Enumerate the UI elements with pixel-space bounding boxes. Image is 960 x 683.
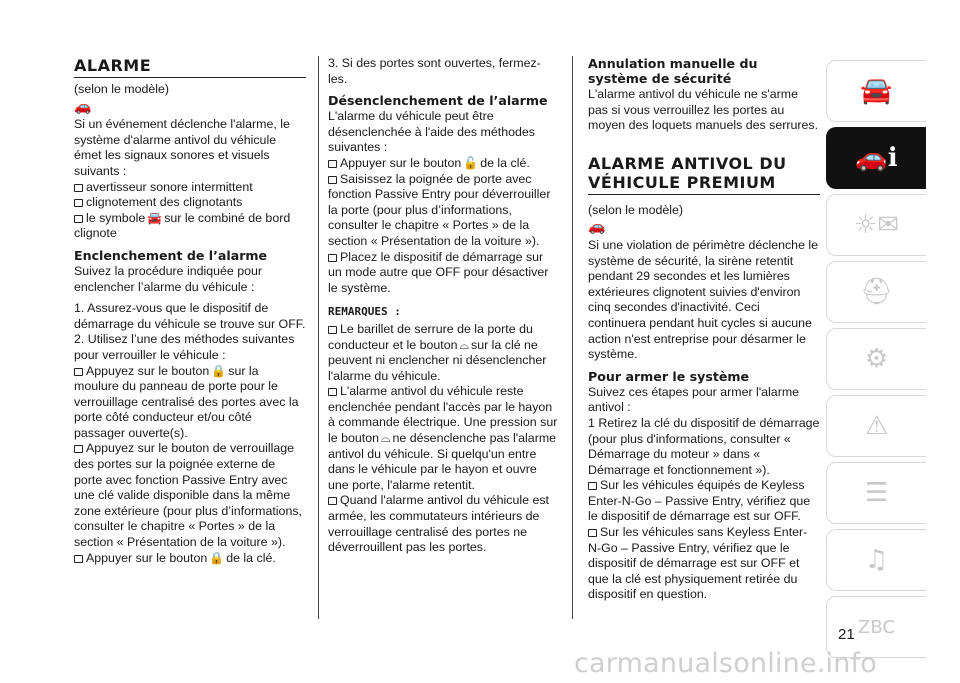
note-item: L'alarme antivol du véhicule reste enclenchée pendant l'accès par le hayon à commande électrique. Une pression sur le bouton ⌓ ne désenclenche pas l'alarme antivol du véhicule. Si quelqu'un entre dans le véhicule par le hayon et ouvre une porte, l'alarme retentit. — [328, 384, 558, 492]
bullet-icon — [74, 555, 83, 563]
bullet-item: Placez le dispositif de démarrage sur un mode autre que OFF pour désactiver le système. — [328, 249, 549, 295]
column-1 — [74, 56, 306, 566]
warning-road-icon[interactable]: ⚠ — [826, 395, 926, 457]
bullet-item: Sur les véhicules équipés de Keyless Enter-N-Go – Passive Entry, vérifiez que le dispositif de démarrage est sur OFF. — [588, 478, 811, 524]
bullet-item: avertisseur sonore intermittent — [74, 180, 306, 196]
paragraph: Suivez ces étapes pour armer l'alarme antivol : — [588, 384, 800, 415]
note-item: Le barillet de serrure de la porte du conducteur et le bouton ⌓ sur la clé ne peuvent ni enclencher ni désenclencher l'alarme du véhicule. — [328, 321, 547, 383]
availability-note: (selon le modèle) — [74, 82, 170, 96]
airbag-person-icon[interactable]: ⛑ — [826, 261, 926, 323]
bullet-icon — [328, 497, 337, 505]
bullet-icon — [74, 199, 83, 207]
section-title-alarme: ALARME — [74, 56, 306, 78]
heading-arm-system: Pour armer le système — [588, 368, 750, 384]
bullet-icon — [74, 215, 83, 223]
bullet-icon — [328, 176, 337, 184]
column-divider — [572, 56, 573, 619]
bullet-item: le symbole 🚘 sur le combiné de bord clignote — [74, 210, 291, 241]
bullet-item: Appuyer sur le bouton 🔒 de la clé. — [74, 551, 306, 567]
steering-key-icon[interactable]: ⚙ — [826, 328, 926, 390]
bullet-icon — [588, 482, 597, 490]
chapter-tabs — [826, 60, 926, 663]
tailgate-icon: ⌓ — [459, 337, 470, 352]
car-dashboard-icon[interactable]: 🚘 — [826, 60, 926, 122]
paragraph: Si une violation de périmètre déclenche le système de sécurité, la sirène retentit pendant 29 secondes et les lumières extérieures clignotent suivies d'environ cinq secondes d'inactivité. Ceci continuera pendant huit cycles si aucune action n'est entreprise pour désarmer le système. — [588, 237, 819, 362]
bullet-item: clignotement des clignotants — [74, 195, 306, 211]
car-alarm-symbol-icon: 🚗 — [588, 219, 605, 236]
phone-music-icon[interactable]: ♫ — [826, 529, 926, 591]
bullet-item: Saisissez la poignée de porte avec fonction Passive Entry pour déverrouiller la porte (pour plus d’informations, consulter le chapitre « Portes » de la section « Présentation de la voiture »). — [328, 171, 551, 248]
availability-note: (selon le modèle) — [588, 202, 684, 217]
paragraph: L'alarme du véhicule peut être désenclenchée à l'aide des méthodes suivantes : — [328, 109, 535, 155]
step-1: 1. Assurez-vous que le dispositif de démarrage du véhicule se trouve sur OFF. — [74, 301, 306, 331]
bullet-icon — [328, 254, 337, 262]
tailgate-icon: ⌓ — [380, 431, 391, 446]
security-car-icon: 🚘 — [147, 210, 163, 225]
column-3 — [588, 56, 820, 603]
watermark: carmanualsonline.info — [574, 648, 877, 679]
bullet-item: Appuyez sur le bouton de verrouillage des portes sur la poignée externe de porte avec fonction Passive Entry avec une clé valide disponible dans la même zone extérieure (pour plus d’informations, consulter le chapitre « Portes » de la section « Présentation de la voiture »). — [74, 441, 302, 550]
bullet-icon — [588, 529, 597, 537]
bullet-icon — [328, 326, 337, 334]
column-divider — [318, 56, 319, 619]
bullet-item: Appuyer sur le bouton 🔓 de la clé. — [328, 156, 560, 172]
bullet-icon — [328, 388, 337, 396]
paragraph: Suivez la procédure indiquée pour enclencher l’alarme du véhicule : — [74, 263, 263, 294]
bullet-icon — [328, 160, 337, 168]
lock-icon: 🔒 — [211, 363, 227, 378]
section-title-premium: ALARME ANTIVOL DU VÉHICULE PREMIUM — [588, 154, 820, 195]
bullet-item: Appuyez sur le bouton 🔒 sur la moulure du panneau de porte pour le verrouillage centralisé des portes avec la porte côté conducteur et/ou côté passager ouverte(s). — [74, 363, 299, 440]
step-1: 1 Retirez la clé du dispositif de démarrage (pour plus d'informations, consulter « Démarrage du moteur » dans « Démarrage et fonctionnement »). — [588, 415, 820, 477]
paragraph: Si un événement déclenche l'alarme, le système d'alarme antivol du véhicule émet les signaux sonores et visuels suivants : — [74, 117, 290, 178]
bullet-icon — [74, 184, 83, 192]
heading-disarm: Désenclenchement de l’alarme — [328, 93, 548, 109]
heading-notes: REMARQUES : — [328, 305, 401, 319]
heading-arm: Enclenchement de l’alarme — [74, 247, 268, 263]
step-2: 2. Utilisez l’une des méthodes suivantes pour verrouiller le véhicule : — [74, 332, 295, 362]
bullet-icon — [74, 368, 83, 376]
unlock-icon: 🔓 — [463, 155, 479, 170]
bullet-icon — [74, 445, 83, 453]
column-2 — [328, 56, 560, 556]
lock-icon: 🔒 — [209, 550, 225, 565]
car-alarm-symbol-icon: 🚗 — [74, 98, 91, 115]
lights-mail-icon[interactable]: ☼✉ — [826, 194, 926, 256]
page-number: 21 — [838, 626, 855, 643]
note-item: Quand l'alarme antivol du véhicule est armée, les commutateurs intérieurs de verrouillage centralisé des portes ne déverrouillent pas les portes. — [328, 493, 549, 555]
bullet-item: Sur les véhicules sans Keyless Enter-N-Go – Passive Entry, vérifiez que le dispositif de démarrage est sur OFF et que la clé est physiquement retirée du dispositif en question. — [588, 525, 808, 602]
service-list-icon[interactable]: ☰ — [826, 462, 926, 524]
heading-manual-cancel: Annulation manuelle du système de sécurité — [588, 56, 758, 86]
paragraph: L'alarme antivol du véhicule ne s'arme pas si vous verrouillez les portes au moyen des loquets manuels des serrures. — [588, 87, 819, 133]
alphabet-index-icon[interactable]: ZBC — [826, 596, 926, 658]
car-info-icon[interactable]: 🚗ℹ — [826, 127, 926, 189]
step-3: 3. Si des portes sont ouvertes, fermez-les. — [328, 56, 541, 86]
